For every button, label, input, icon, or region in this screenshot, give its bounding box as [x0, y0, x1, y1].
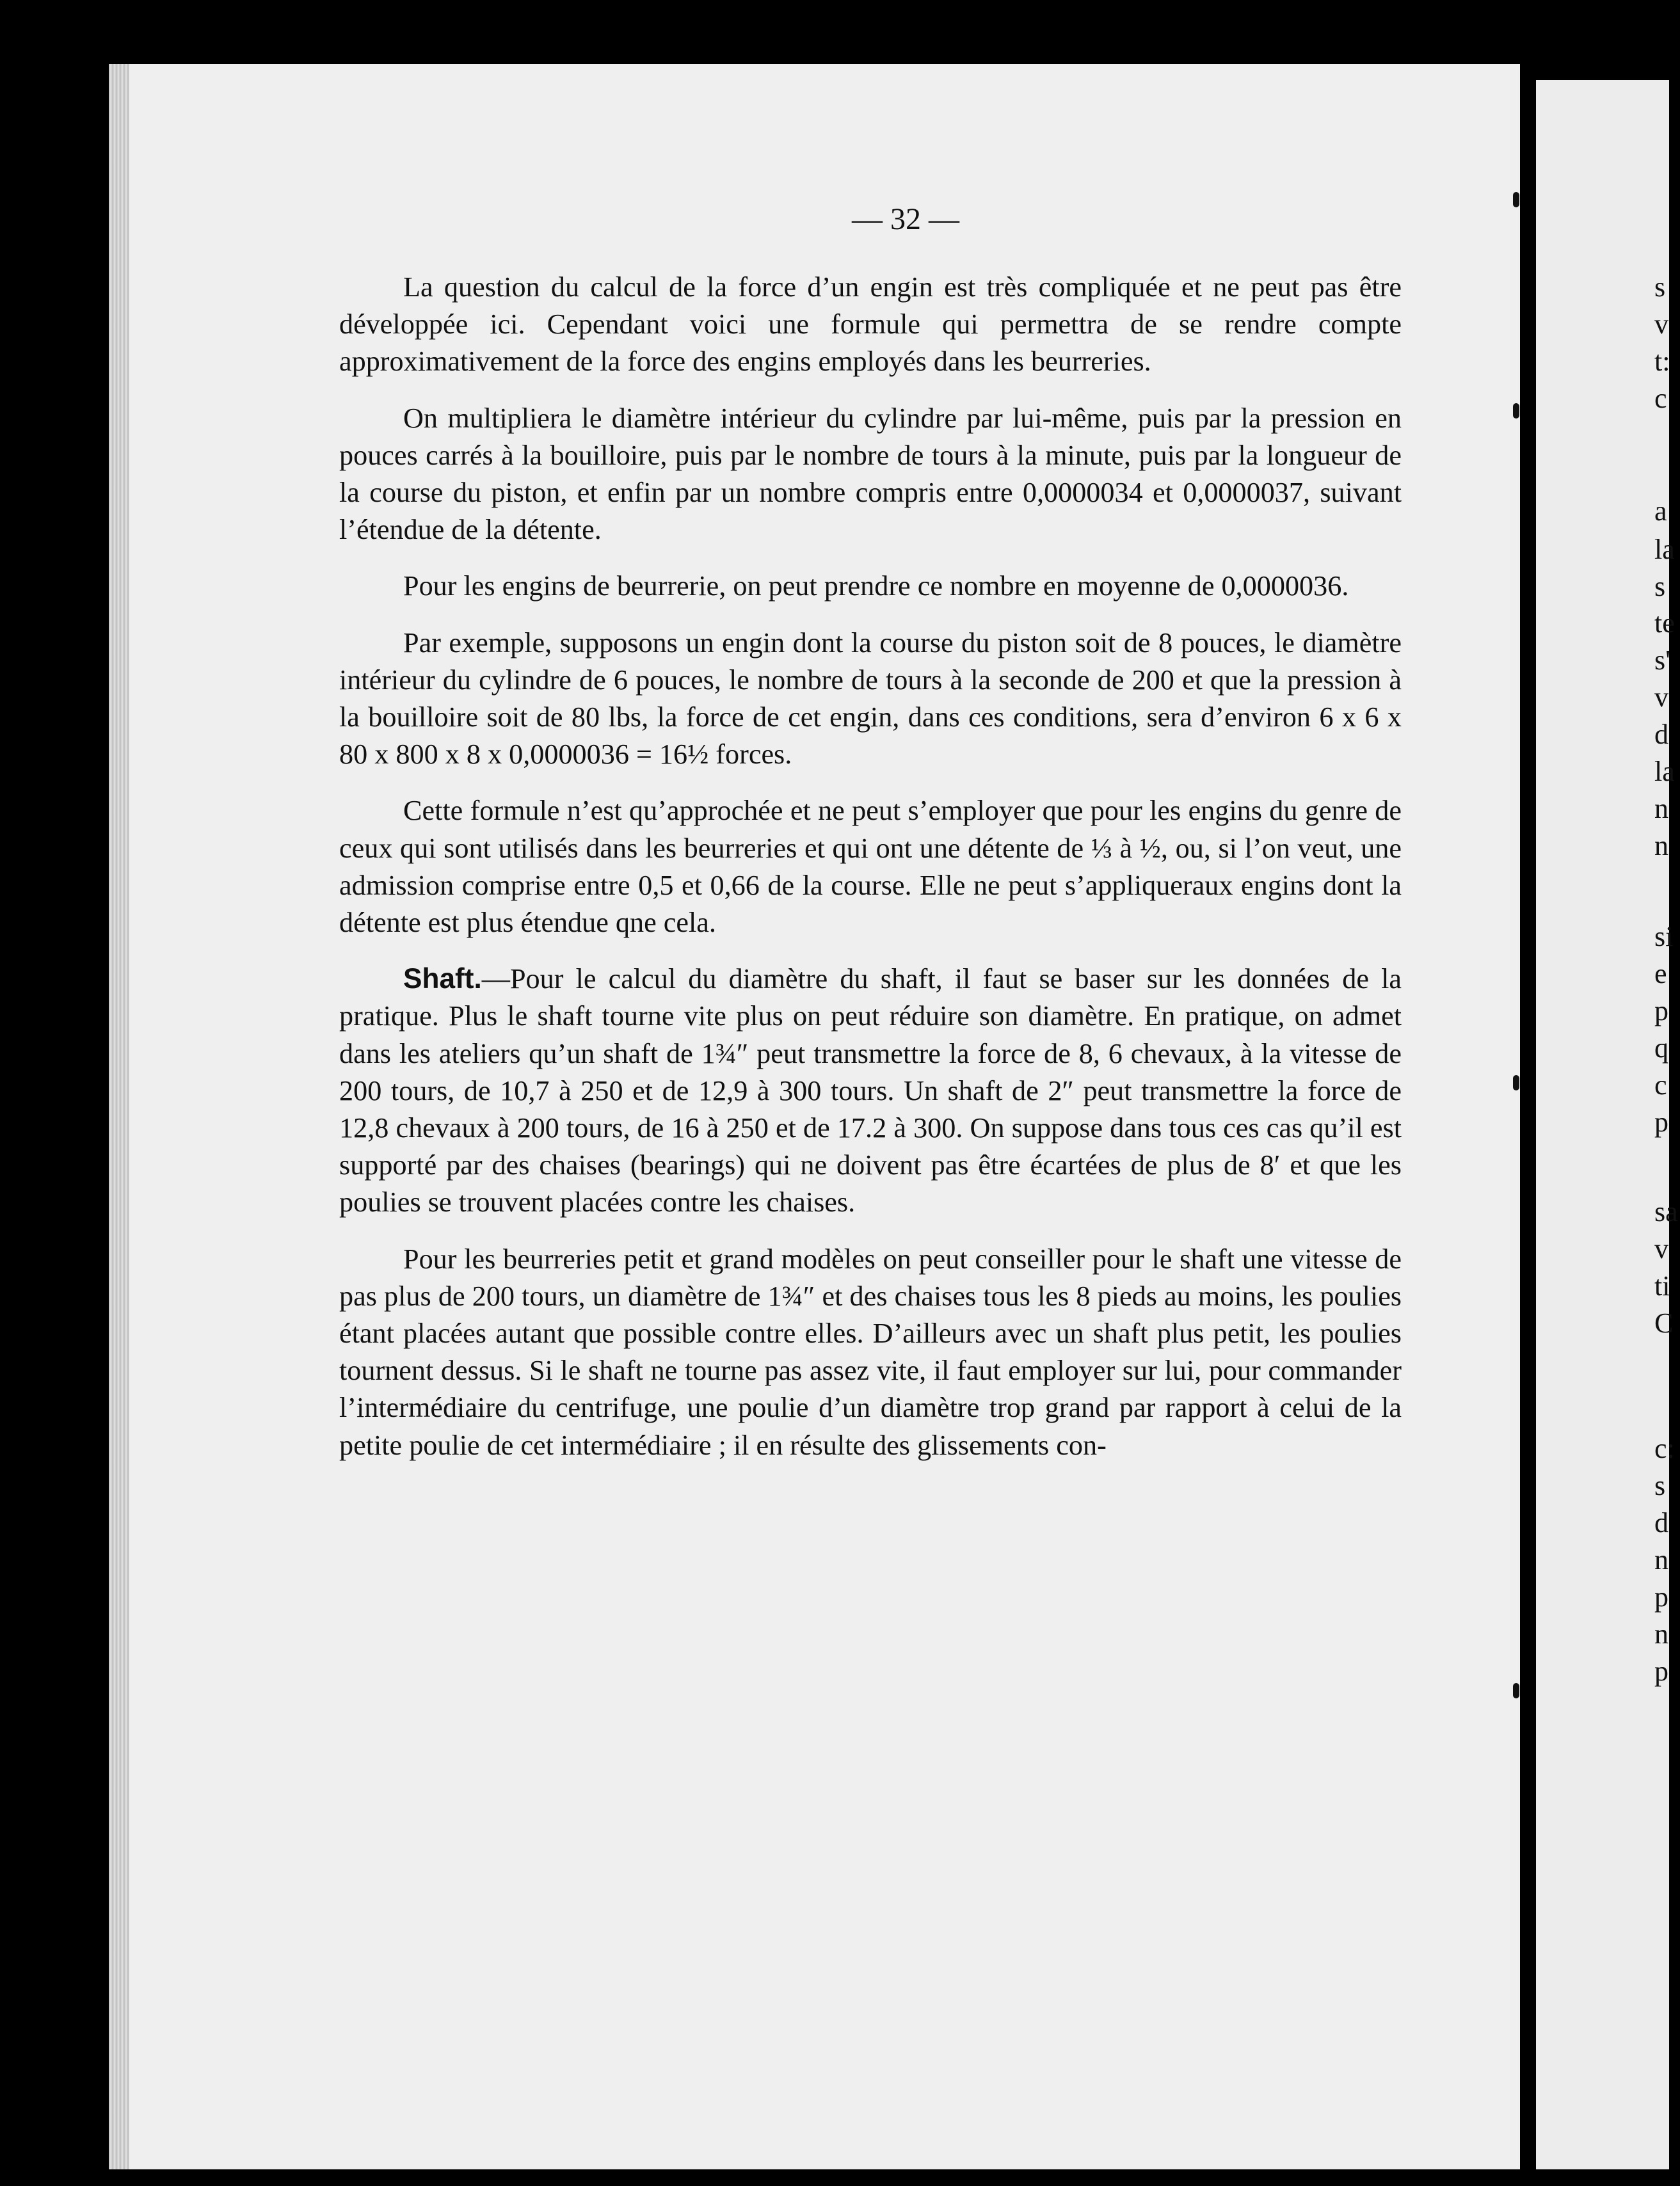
facing-fragment: te [1654, 607, 1675, 639]
body-text [339, 269, 1402, 1483]
gutter-mark [1513, 192, 1519, 207]
facing-fragment: sa [1654, 1196, 1678, 1227]
shaft-heading: Shaft. [403, 963, 482, 995]
shaft-paragraph [339, 961, 1402, 1221]
facing-fragment: n [1654, 1618, 1668, 1650]
facing-fragment: e [1654, 958, 1667, 989]
gutter-mark [1513, 403, 1519, 419]
facing-fragment: q [1654, 1032, 1668, 1064]
facing-fragment: c [1654, 1069, 1667, 1101]
gutter-mark [1513, 1075, 1519, 1090]
facing-fragment: c: [1654, 1433, 1675, 1464]
facing-fragment: t: [1654, 346, 1670, 377]
facing-fragment: p [1654, 1655, 1668, 1687]
facing-fragment: C [1654, 1307, 1674, 1339]
facing-fragment: c [1654, 383, 1667, 414]
facing-fragment: a [1654, 495, 1667, 527]
facing-fragment: si [1654, 921, 1674, 952]
facing-fragment: la [1654, 534, 1675, 565]
paragraph: La question du calcul de la force d’un engin est très compliquée et ne peut pas être développée ici. Cependant voici une formule qui permettra de se rendre compte approximativement de la force des engins employés dans les beurreries. [339, 271, 1402, 378]
page-number: — 32 — [852, 202, 959, 236]
paragraph: Pour les beurreries petit et grand modèles on peut conseiller pour le shaft une vitesse de pas plus de 200 tours, un diamètre de 1¾″ et des chaises tous les 8 pieds au moins, les poulies étant placées autant que possible contre elles. D’ailleurs avec un shaft plus petit, les poulies tournent dessus. Si le shaft ne tourne pas assez vite, il faut employer sur lui, pour commander l’intermédiaire du centrifuge, une poulie d’un diamètre trop grand par rapport à celui de la petite poulie de cet intermédiaire ; il en résulte des glissements con- [339, 1243, 1402, 1461]
facing-fragment: s [1654, 1470, 1666, 1501]
paragraph: Pour les engins de beurrerie, on peut prendre ce nombre en moyenne de 0,0000036. [403, 570, 1349, 602]
facing-fragment: p [1654, 1106, 1668, 1138]
page-spine [109, 64, 129, 2169]
paragraph: On multipliera le diamètre intérieur du cylindre par lui-même, puis par la pression en pouces carrés à la bouilloire, puis par le nombre de tours à la minute, puis par la longueur de la course du piston, et enfin par un nombre compris entre 0,0000034 et 0,0000037, suivant l’étendue de la détente. [339, 402, 1402, 546]
facing-fragment: s' [1654, 644, 1671, 676]
facing-fragment: la [1654, 756, 1675, 787]
facing-fragment: v [1654, 308, 1668, 340]
facing-fragment: p [1654, 995, 1668, 1026]
facing-fragment: ti [1654, 1270, 1670, 1302]
paragraph: Cette formule n’est qu’approchée et ne peut s’employer que pour les engins du genre de ceux qui sont utilisés dans les beurreries et qui ont une détente de ⅓ à ½, ou, si l’on veut, une admission comprise entre 0,5 et 0,66 de la course. Elle ne peut s’appliqueraux engins dont la détente est plus étendue qne cela. [339, 795, 1402, 939]
facing-fragment: s [1654, 271, 1666, 303]
shaft-text: —Pour le calcul du diamètre du shaft, il faut se baser sur les données de la pratique. Plus le shaft tourne vite plus on peut réduire son diamètre. En pratique, on admet dans les ateliers qu’un shaft de 1¾″ peut transmettre la force de 8, 6 chevaux, à la vitesse de 200 tours, de 10,7 à 250 et de 12,9 à 300 tours. Un shaft de 2″ peut transmettre la force de 12,8 chevaux à 200 tours, de 16 à 250 et de 17.2 à 300. On suppose dans tous ces cas qu’il est supporté par des chaises (bearings) qui ne doivent pas être écartées de plus de 8′ et que les poulies se trouvent placées contre les chaises. [339, 963, 1402, 1218]
facing-fragment: d [1654, 1507, 1668, 1538]
paragraph: Par exemple, supposons un engin dont la course du piston soit de 8 pouces, le diamètre intérieur du cylindre de 6 pouces, le nombre de tours à la seconde de 200 et que la pression à la bouilloire soit de 80 lbs, la force de cet engin, dans ces conditions, sera d’environ 6 x 6 x 80 x 800 x 8 x 0,0000036 = 16½ forces. [339, 626, 1402, 770]
facing-fragment: d [1654, 719, 1668, 750]
facing-fragment: v [1654, 682, 1668, 713]
facing-page [1536, 80, 1669, 2169]
facing-fragment: v [1654, 1233, 1668, 1265]
facing-fragment: n [1654, 793, 1668, 824]
gutter-mark [1513, 1683, 1519, 1698]
facing-fragment: n [1654, 1544, 1668, 1576]
facing-fragment: s [1654, 571, 1666, 602]
facing-fragment: n [1654, 830, 1668, 861]
facing-fragment: p [1654, 1581, 1668, 1613]
